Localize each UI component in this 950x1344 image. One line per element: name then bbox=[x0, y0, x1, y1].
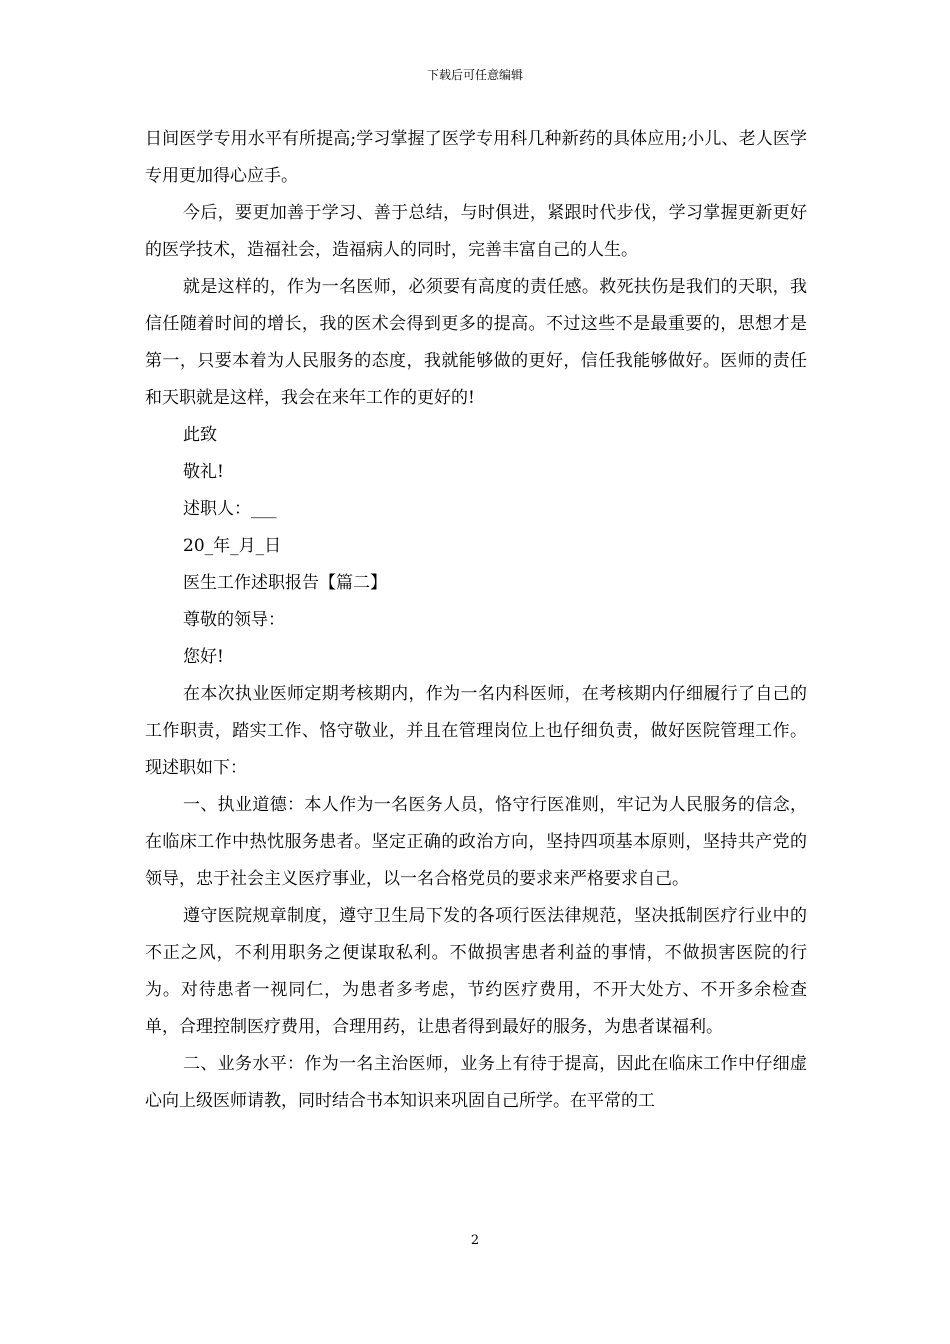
paragraph: 今后，要更加善于学习、善于总结，与时俱进，紧跟时代步伐，学习掌握更新更好的医学技术，造福社会，造福病人的同时，完善丰富自己的人生。 bbox=[145, 203, 807, 260]
document-body bbox=[145, 121, 807, 1120]
page-header: 下载后可任意编辑 bbox=[426, 68, 523, 82]
greeting-hello: 您好! bbox=[183, 647, 224, 667]
paragraph: 就是这样的，作为一名医师，必须要有高度的责任感。救死扶伤是我们的天职，我信任随着时间的增长，我的医术会得到更多的提高。不过这些不是最重要的，思想才是第一，只要本着为人民服务的态度，我就能够做的更好，信任我能够做好。医师的责任和天职就是这样，我会在来年工作的更好的! bbox=[145, 277, 807, 408]
section-title: 医生工作述职报告【篇二】 bbox=[183, 573, 387, 593]
closing-salutation: 此致 bbox=[183, 425, 217, 445]
paragraph: 遵守医院规章制度，遵守卫生局下发的各项行医法律规范，坚决抵制医疗行业中的不正之风，不利用职务之便谋取私利。不做损害患者利益的事情，不做损害医院的行为。对待患者一视同仁，为患者多考虑，节约医疗费用，不开大处方、不开多余检查单，合理控制医疗费用，合理用药，让患者得到最好的服务，为患者谋福利。 bbox=[145, 906, 807, 1037]
date-line: 20_年_月_日 bbox=[183, 536, 282, 556]
closing-regards: 敬礼! bbox=[183, 462, 224, 482]
paragraph: 一、执业道德：本人作为一名医务人员，恪守行医准则，牢记为人民服务的信念，在临床工作中热忱服务患者。坚定正确的政治方向，坚持四项基本原则，坚持共产党的领导，忠于社会主义医疗事业，以一名合格党员的要求来严格要求自己。 bbox=[145, 795, 807, 889]
paragraph-continuation: 日间医学专用水平有所提高;学习掌握了医学专用科几种新药的具体应用;小儿、老人医学专用更加得心应手。 bbox=[145, 129, 807, 186]
page-number: 2 bbox=[470, 1233, 480, 1248]
signature-line: 述职人：___ bbox=[183, 499, 277, 519]
greeting-recipient: 尊敬的领导： bbox=[183, 610, 285, 630]
paragraph: 二、业务水平：作为一名主治医师，业务上有待于提高，因此在临床工作中仔细虚心向上级医师请教，同时结合书本知识来巩固自己所学。在平常的工 bbox=[145, 1054, 807, 1111]
paragraph: 在本次执业医师定期考核期内，作为一名内科医师，在考核期内仔细履行了自己的工作职责，踏实工作、恪守敬业，并且在管理岗位上也仔细负责，做好医院管理工作。现述职如下： bbox=[145, 684, 807, 778]
